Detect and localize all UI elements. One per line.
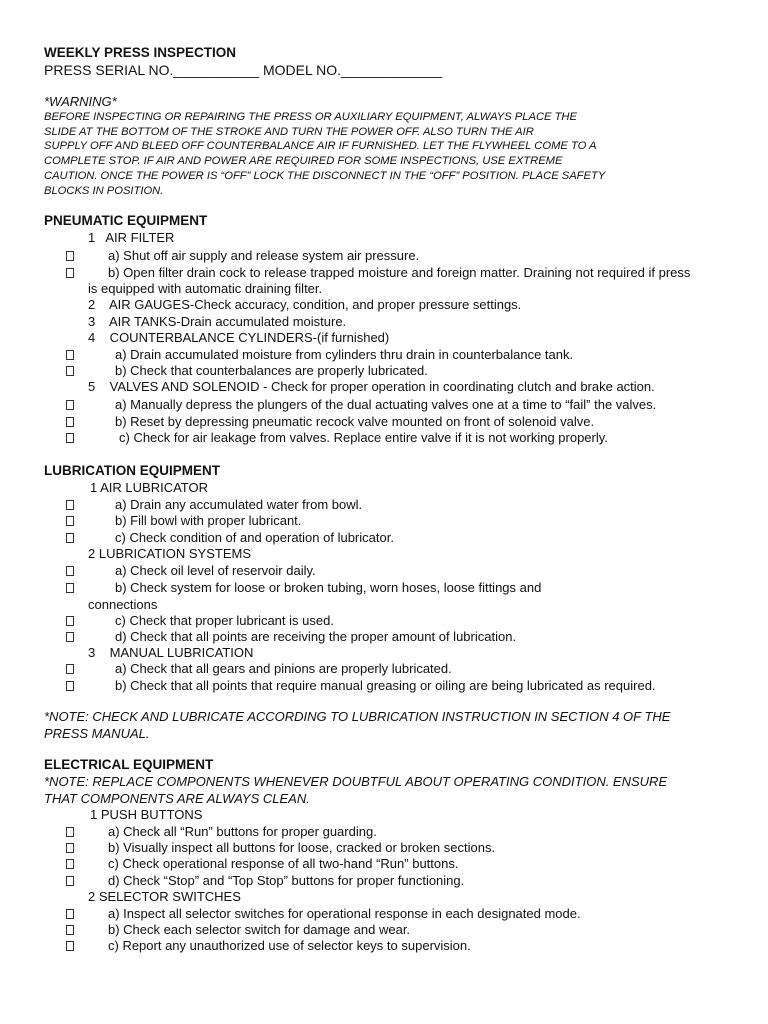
electrical-note: THAT COMPONENTS ARE ALWAYS CLEAN. xyxy=(44,791,310,806)
check-item: d) Check that all points are receiving the proper amount of lubrication. xyxy=(115,629,517,644)
lubrication-note: *NOTE: CHECK AND LUBRICATE ACCORDING TO LUBRICATION INSTRUCTION IN SECTION 4 OF THE xyxy=(44,709,671,724)
check-item: a) Shut off air supply and release system air pressure. xyxy=(108,248,420,263)
check-item: a) Drain accumulated moisture from cylinders thru drain in counterbalance tank. xyxy=(115,347,574,362)
checkbox[interactable] xyxy=(66,681,74,691)
checkbox[interactable] xyxy=(66,876,74,886)
checkbox[interactable] xyxy=(66,268,74,278)
check-item: d) Check “Stop” and “Top Stop” buttons for proper functioning. xyxy=(108,873,465,888)
section-heading-lubrication: LUBRICATION EQUIPMENT xyxy=(44,463,220,478)
check-item: b) Check that all points that require manual greasing or oiling are being lubricated as required. xyxy=(115,678,656,693)
check-item: c) Check for air leakage from valves. Replace entire valve if it is not working properly. xyxy=(119,430,608,445)
check-item: a) Check all “Run” buttons for proper guarding. xyxy=(108,824,377,839)
check-item: c) Check that proper lubricant is used. xyxy=(115,613,334,628)
checkbox[interactable] xyxy=(66,941,74,951)
check-item: b) Check system for loose or broken tubing, worn hoses, loose fittings and xyxy=(115,580,542,595)
checkbox[interactable] xyxy=(66,366,74,376)
checkbox[interactable] xyxy=(66,251,74,261)
check-item: c) Check condition of and operation of lubricator. xyxy=(115,530,394,545)
subsection-lubrication-systems: 2 LUBRICATION SYSTEMS xyxy=(88,546,252,561)
subsection-valves: 5 VALVES AND SOLENOID - Check for proper operation in coordinating clutch and brake action. xyxy=(88,379,655,394)
section-heading-electrical: ELECTRICAL EQUIPMENT xyxy=(44,757,214,772)
checkbox[interactable] xyxy=(66,925,74,935)
check-item: b) Reset by depressing pneumatic recock valve mounted on front of solenoid valve. xyxy=(115,414,595,429)
check-item: b) Visually inspect all buttons for loose, cracked or broken sections. xyxy=(108,840,496,855)
document-title: WEEKLY PRESS INSPECTION xyxy=(44,45,237,60)
warning-line: SLIDE AT THE BOTTOM OF THE STROKE AND TURN THE POWER OFF. ALSO TURN THE AIR xyxy=(44,126,534,138)
check-item: c) Report any unauthorized use of selector keys to supervision. xyxy=(108,938,471,953)
subsection-air-tanks: 3 AIR TANKS-Drain accumulated moisture. xyxy=(88,314,347,329)
serial-model-line: PRESS SERIAL NO.___________ MODEL NO._____________ xyxy=(44,62,443,78)
check-item: b) Check that counterbalances are properly lubricated. xyxy=(115,363,428,378)
checkbox[interactable] xyxy=(66,417,74,427)
warning-label: *WARNING* xyxy=(44,94,117,109)
subsection-counterbalance: 4 COUNTERBALANCE CYLINDERS-(if furnished) xyxy=(88,330,390,345)
checkbox[interactable] xyxy=(66,632,74,642)
electrical-note: *NOTE: REPLACE COMPONENTS WHENEVER DOUBTFUL ABOUT OPERATING CONDITION. ENSURE xyxy=(44,774,668,789)
subsection-selector-switches: 2 SELECTOR SWITCHES xyxy=(88,889,241,904)
checkbox[interactable] xyxy=(66,400,74,410)
check-item: b) Check each selector switch for damage and wear. xyxy=(108,922,411,937)
check-item: a) Manually depress the plungers of the dual actuating valves one at a time to “fail” the valves. xyxy=(115,397,657,412)
warning-line: COMPLETE STOP. IF AIR AND POWER ARE REQUIRED FOR SOME INSPECTIONS, USE EXTREME xyxy=(44,155,563,167)
checkbox[interactable] xyxy=(66,566,74,576)
checkbox[interactable] xyxy=(66,433,74,443)
check-item: a) Check that all gears and pinions are properly lubricated. xyxy=(115,661,452,676)
subsection-air-filter: 1 AIR FILTER xyxy=(88,230,175,245)
checkbox[interactable] xyxy=(66,533,74,543)
checkbox[interactable] xyxy=(66,616,74,626)
lubrication-note: PRESS MANUAL. xyxy=(44,726,150,741)
check-item: c) Check operational response of all two-hand “Run” buttons. xyxy=(108,856,459,871)
checkbox[interactable] xyxy=(66,859,74,869)
check-item-continuation: connections xyxy=(88,597,158,612)
subsection-air-lubricator: 1 AIR LUBRICATOR xyxy=(90,480,208,495)
check-item: a) Drain any accumulated water from bowl. xyxy=(115,497,363,512)
subsection-manual-lubrication: 3 MANUAL LUBRICATION xyxy=(88,645,254,660)
check-item: a) Inspect all selector switches for operational response in each designated mode. xyxy=(108,906,581,921)
checkbox[interactable] xyxy=(66,583,74,593)
subsection-push-buttons: 1 PUSH BUTTONS xyxy=(90,807,203,822)
checkbox[interactable] xyxy=(66,350,74,360)
checkbox[interactable] xyxy=(66,500,74,510)
checkbox[interactable] xyxy=(66,664,74,674)
checkbox[interactable] xyxy=(66,843,74,853)
check-item: a) Check oil level of reservoir daily. xyxy=(115,563,316,578)
checkbox[interactable] xyxy=(66,827,74,837)
check-item: b) Open filter drain cock to release trapped moisture and foreign matter. Draining not required if press xyxy=(108,265,691,280)
warning-line: BEFORE INSPECTING OR REPAIRING THE PRESS OR AUXILIARY EQUIPMENT, ALWAYS PLACE THE xyxy=(44,111,577,123)
subsection-air-gauges: 2 AIR GAUGES-Check accuracy, condition, and proper pressure settings. xyxy=(88,297,522,312)
checkbox[interactable] xyxy=(66,516,74,526)
section-heading-pneumatic: PNEUMATIC EQUIPMENT xyxy=(44,213,208,228)
warning-line: CAUTION. ONCE THE POWER IS “OFF” LOCK THE DISCONNECT IN THE “OFF” POSITION. PLACE SAFETY xyxy=(44,170,606,182)
checkbox[interactable] xyxy=(66,909,74,919)
warning-line: BLOCKS IN POSITION. xyxy=(44,185,164,197)
check-item-continuation: is equipped with automatic draining filter. xyxy=(88,281,323,296)
check-item: b) Fill bowl with proper lubricant. xyxy=(115,513,302,528)
warning-line: SUPPLY OFF AND BLEED OFF COUNTERBALANCE AIR IF FURNISHED. LET THE FLYWHEEL COME TO A xyxy=(44,140,597,152)
